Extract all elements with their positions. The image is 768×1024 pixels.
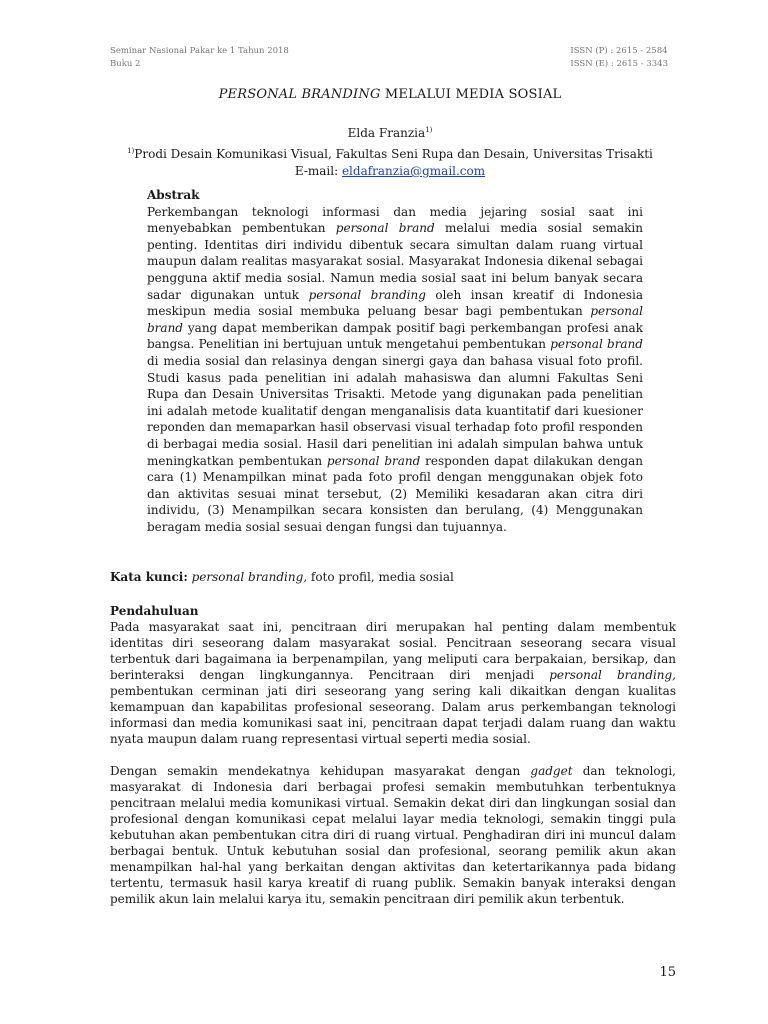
- introduction-section: [110, 603, 676, 923]
- abstract-text: Perkembangan teknologi informasi dan media jejaring sosial saat ini menyebabkan pembentukan personal brand melalui media sosial semakin penting. Identitas diri individu dibentuk secara simultan dalam ruang virtual maupun dalam realitas masyarakat sosial. Masyarakat Indonesia dikenal sebagai pengguna aktif media sosial. Namun media sosial saat ini belum banyak secara sadar digunakan untuk personal branding oleh insan kreatif di Indonesia meskipun media sosial membuka peluang besar bagi pembentukan personal brand yang dapat memberikan dampak positif bagi perkembangan profesi anak bangsa. Penelitian ini bertujuan untuk mengetahui pembentukan personal brand di media sosial dan relasinya dengan sinergi gaya dan bahasa visual foto profil. Studi kasus pada penelitian ini adalah mahasiswa dan alumni Fakultas Seni Rupa dan Desain Universitas Trisakti. Metode yang digunakan pada penelitian ini adalah metode kualitatif dengan menganalisis data kuantitatif dari kuesioner reponden dan memaparkan hasil observasi visual terhadap foto profil responden di berbagai media sosial. Hasil dari penelitian ini adalah simpulan bahwa untuk meningkatkan pembentukan personal brand responden dapat dilakukan dengan cara (1) Menampilkan minat pada foto profil dengan menggunakan objek foto dan aktivitas sesuai minat tersebut, (2) Memiliki kesadaran akan citra diri individu, (3) Menampilkan secara konsisten dan berulang, (4) Menggunakan beragam media sosial sesuai dengan fungsi dan tujuannya.: [147, 204, 644, 534]
- italic-term: personal brand: [147, 304, 643, 335]
- introduction-paragraph: Pada masyarakat saat ini, pencitraan diri merupakan hal penting dalam membentuk identitas diri seseorang dalam masyarakat sosial. Pencitraan seseorang secara visual terbentuk dari bagaimana ia berpenampilan, yang meliputi cara berpakaian, bersikap, dan berinteraksi dengan lingkungannya. Pencitraan diri menjadi personal branding, pembentukan cerminan jati diri seseorang yang sering kali dikaitkan dengan kualitas kemampuan dan kapabilitas profesional seseorang. Dalam arus perkembangan teknologi informasi dan media komunikasi saat ini, pencitraan dapat terjadi dalam ruang dan waktu nyata maupun dalam ruang representasi virtual seperti media sosial.: [110, 620, 677, 746]
- paper-title: [110, 87, 670, 102]
- author-name-line: [110, 122, 670, 143]
- email-line: [110, 163, 670, 181]
- book-number: Buku 2: [110, 59, 141, 69]
- issn-electronic: ISSN (E) : 2615 - 3343: [570, 59, 668, 69]
- author-block: [110, 122, 670, 181]
- running-header-right: [570, 45, 668, 71]
- italic-term: gadget: [530, 764, 573, 778]
- italic-term: personal branding,: [549, 668, 677, 682]
- email-label: E-mail:: [294, 164, 342, 178]
- keywords-italic: personal branding,: [187, 570, 308, 584]
- keywords-label: Kata kunci:: [110, 570, 188, 584]
- keywords-rest: foto profil, media sosial: [307, 570, 454, 584]
- paper-title-rest: MELALUI MEDIA SOSIAL: [380, 87, 562, 102]
- author-name: Elda Franzia: [347, 126, 426, 140]
- introduction-heading: Pendahuluan: [110, 604, 199, 618]
- keywords-line: [110, 570, 670, 584]
- author-sup: 1): [425, 126, 433, 134]
- email-link[interactable]: eldafranzia@gmail.com: [341, 164, 486, 178]
- italic-term: personal brand: [550, 337, 643, 352]
- abstract-heading: Abstrak: [147, 188, 200, 202]
- italic-term: personal branding: [308, 287, 426, 302]
- introduction-paragraph: Dengan semakin mendekatnya kehidupan masyarakat dengan gadget dan teknologi, masyarakat di Indonesia dari berbagai profesi semakin membutuhkan terbentuknya pencitraan melalui media komunikasi virtual. Semakin dekat diri dan lingkungan sosial dan profesional dengan komunikasi cepat melalui layar media teknologi, semakin tinggi pula kebutuhan akan pembentukan citra diri di ruang virtual. Penghadiran diri ini muncul dalam berbagai bentuk. Untuk kebutuhan sosial dan profesional, seorang pemilik akun akan menampilkan hal-hal yang berkaitan dengan aktivitas dan ketertarikannya pada bidang tertentu, termasuk hasil karya kreatif di ruang publik. Semakin banyak interaksi dengan pemilik akun lain melalui karya itu, semakin pencitraan diri pemilik akun terbentuk.: [110, 764, 676, 906]
- issn-print: ISSN (P) : 2615 - 2584: [570, 46, 668, 56]
- running-header-left: [110, 45, 289, 71]
- affiliation-sup: 1): [127, 146, 135, 155]
- italic-term: personal brand: [326, 453, 421, 468]
- affiliation-line: [110, 143, 670, 164]
- paper-title-italic: PERSONAL BRANDING: [218, 87, 381, 102]
- italic-term: personal brand: [335, 221, 435, 236]
- page-number: 15: [659, 965, 676, 980]
- conference-name: Seminar Nasional Pakar ke 1 Tahun 2018: [110, 46, 289, 56]
- affiliation: Prodi Desain Komunikasi Visual, Fakultas Seni Rupa dan Desain, Universitas Trisakti: [134, 146, 653, 161]
- abstract-section: [147, 187, 643, 535]
